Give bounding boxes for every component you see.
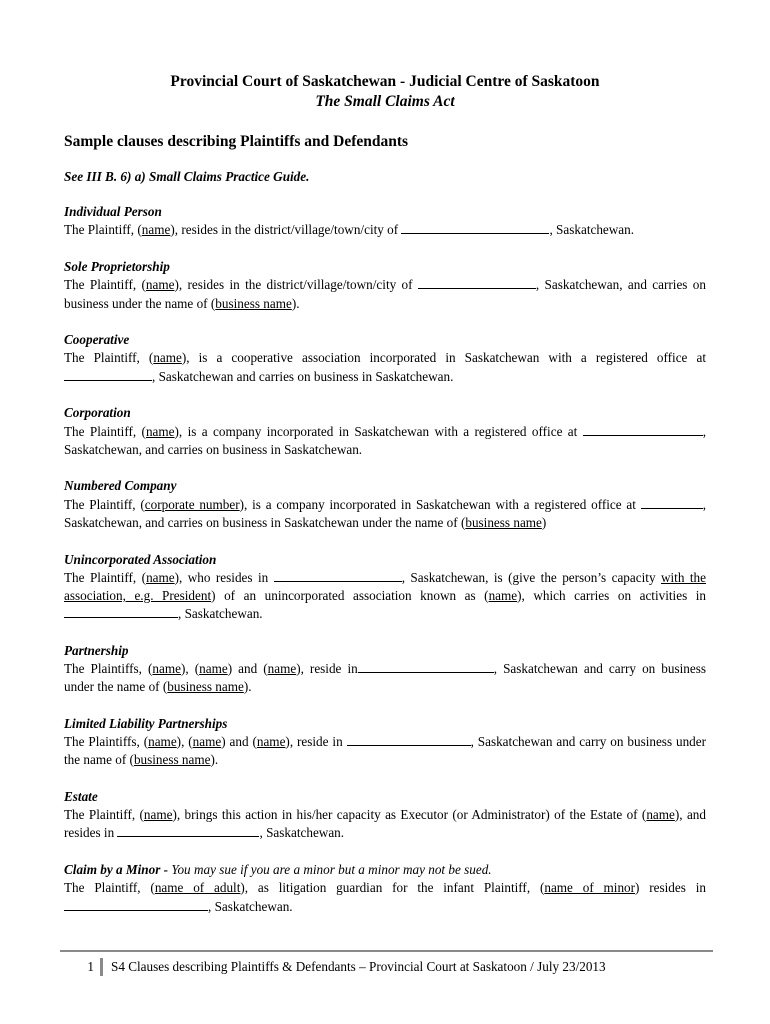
clause-heading: Sole Proprietorship [64,259,170,275]
fill-blank [418,277,536,289]
placeholder-capacity: with the association, e.g. President [64,569,706,603]
clause-heading: Claim by a Minor - [64,862,172,878]
clause-sole-proprietorship [64,258,706,313]
placeholder-name: name [146,569,175,585]
placeholder-name: name [267,661,297,677]
placeholder-name: name [145,423,175,439]
placeholder-name: name [152,661,181,677]
fill-blank [64,899,208,911]
placeholder-corporate-number: corporate number [144,496,240,512]
clause-text: The Plaintiff, (name), brings this action in his/her capacity as Executor (or Administrator) of the Estate of (name), and resides in , Saskatchewan. [64,807,706,841]
fill-blank [583,424,703,436]
clause-text: The Plaintiff, (name), resides in the district/village/town/city of , Saskatchewan, and carries on business under the name of (business name). [64,277,706,311]
footer-divider [60,950,713,952]
clause-heading: Corporation [64,405,131,421]
clause-cooperative [64,331,706,386]
clause-individual-person [64,203,706,239]
page-footer [60,958,713,976]
placeholder-name: name [199,661,228,677]
clause-heading-line [64,861,706,879]
clause-unincorporated-association [64,551,706,624]
clause-numbered-company [64,477,706,532]
clause-claim-by-minor [64,861,706,916]
footer-text: S4 Clauses describing Plaintiffs & Defendants – Provincial Court at Saskatoon / July 23/2013 [111,959,606,974]
document-header [0,72,770,112]
guide-reference: See III B. 6) a) Small Claims Practice Guide. [64,169,310,184]
document-body [64,132,706,934]
placeholder-name: name [256,734,286,750]
clause-limited-liability-partnerships [64,715,706,770]
clause-heading: Partnership [64,642,129,658]
clause-heading: Individual Person [64,204,162,220]
act-title: The Small Claims Act [315,93,455,110]
placeholder-name: name [153,350,182,366]
placeholder-name: name [141,222,171,238]
clause-text: The Plaintiff, (corporate number), is a company incorporated in Saskatchewan with a registered office at , Saskatchewan, and carries on business in Saskatchewan under the name of (business name) [64,496,707,530]
placeholder-name: name [192,734,222,750]
placeholder-name-of-minor: name of minor [544,880,636,896]
clause-text: The Plaintiffs, (name), (name) and (name), reside in , Saskatchewan and carry on business under the name of (business name). [64,661,706,695]
placeholder-deceased-name: name [646,807,675,823]
placeholder-association-name: name [488,587,518,603]
clause-text: The Plaintiff, (name), is a cooperative association incorporated in Saskatchewan with a registered office at, Saskatchewan and carries on business in Saskatchewan. [64,350,706,384]
section-title: Sample clauses describing Plaintiffs and Defendants [64,133,409,150]
placeholder-name: name [145,277,175,293]
placeholder-name: name [148,734,177,750]
fill-blank [117,825,259,837]
court-title: Provincial Court of Saskatchewan - Judicial Centre of Saskatoon [170,73,600,90]
clause-text: The Plaintiffs, (name), (name) and (name), reside in , Saskatchewan and carry on business under the name of (business name). [64,734,706,768]
placeholder-name-of-adult: name of adult [154,880,241,896]
fill-blank [64,606,178,618]
clause-text: The Plaintiff, (name), is a company incorporated in Saskatchewan with a registered office at , Saskatchewan, and carries on business in Saskatchewan. [64,423,706,457]
clause-estate [64,788,706,843]
page-number: 1 [60,958,103,976]
fill-blank [274,570,402,582]
clause-note: You may sue if you are a minor but a minor may not be sued. [171,862,492,878]
clause-partnership [64,642,706,697]
clause-heading: Unincorporated Association [64,551,217,567]
fill-blank [641,497,703,509]
clause-corporation [64,404,706,459]
clause-text: The Plaintiff, (name of adult), as litigation guardian for the infant Plaintiff, (name of minor) resides in , Saskatchewan. [64,880,706,914]
clause-text: The Plaintiff, (name), resides in the district/village/town/city of , Saskatchewan. [64,222,635,238]
placeholder-business-name: business name [215,295,292,311]
clause-heading: Estate [64,789,98,805]
placeholder-business-name: business name [167,679,244,695]
clause-heading: Numbered Company [64,478,177,494]
clause-heading: Cooperative [64,332,130,348]
placeholder-name: name [143,807,173,823]
fill-blank [401,222,549,234]
placeholder-business-name: business name [465,514,542,530]
fill-blank [64,369,152,381]
fill-blank [347,734,471,746]
placeholder-business-name: business name [133,752,211,768]
clause-heading: Limited Liability Partnerships [64,715,228,731]
fill-blank [358,661,494,673]
clause-text: The Plaintiff, (name), who resides in , Saskatchewan, is (give the person’s capacity with the association, e.g. President) of an unincorporated association known as (name), which carries on activities in , Saskatchewan. [64,569,707,622]
